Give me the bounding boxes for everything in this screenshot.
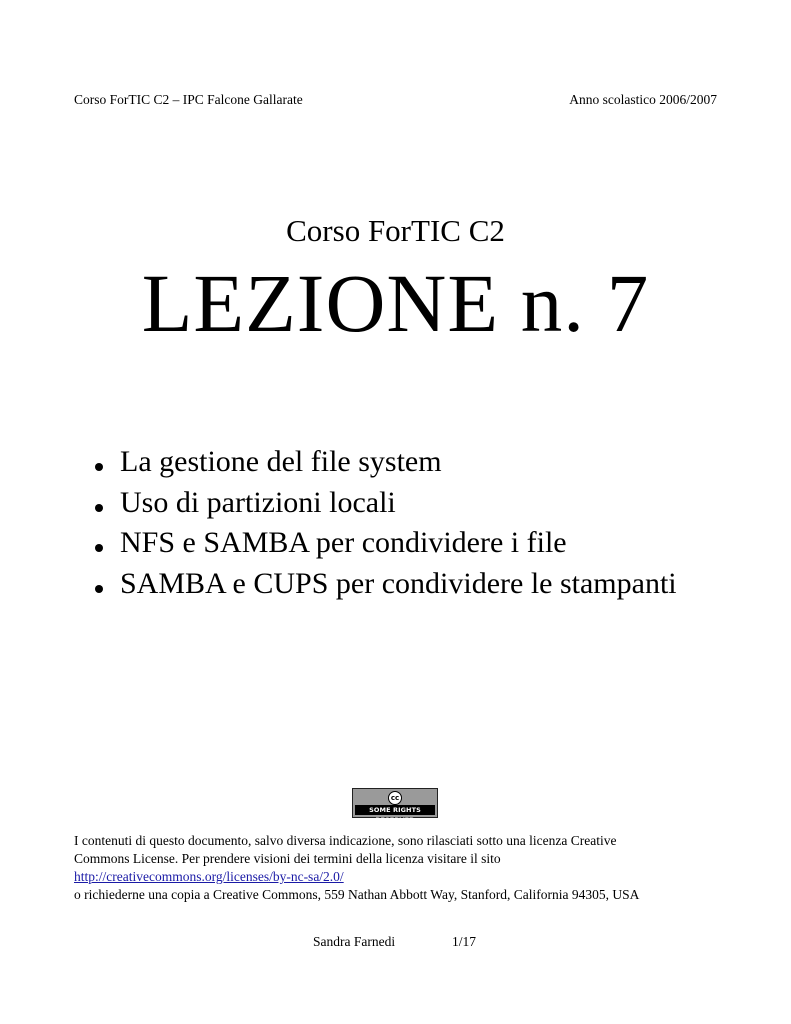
header-school-year: Anno scolastico 2006/2007 — [569, 92, 717, 107]
lesson-title: LEZIONE n. 7 — [141, 257, 650, 349]
bullet-icon — [95, 504, 103, 512]
list-item — [95, 564, 695, 605]
list-item — [95, 442, 695, 483]
cc-badge-text: SOME RIGHTS RESERVED — [355, 805, 435, 815]
license-line-2: Commons License. Per prendere visioni dei termini della licenza visitare il sito — [74, 851, 501, 866]
license-line-1: I contenuti di questo documento, salvo diversa indicazione, sono rilasciati sotto una licenza Creative — [74, 833, 617, 848]
header-course: Corso ForTIC C2 – IPC Falcone Gallarate — [74, 92, 303, 107]
topic-list — [95, 442, 695, 604]
course-subtitle: Corso ForTIC C2 — [286, 213, 505, 248]
page-number: 1/17 — [452, 934, 477, 949]
bullet-icon — [95, 463, 103, 471]
list-item — [95, 523, 695, 564]
topic-text: La gestione del file system — [120, 445, 442, 478]
footer-author: Sandra Farnedi — [313, 934, 396, 949]
license-line-3: o richiederne una copia a Creative Commons, 559 Nathan Abbott Way, Stanford, California 94305, USA — [74, 887, 640, 902]
cc-symbol: cc — [388, 791, 402, 805]
bullet-icon — [95, 585, 103, 593]
bullet-icon — [95, 544, 103, 552]
license-notice — [74, 832, 724, 904]
list-item — [95, 483, 695, 524]
topic-text: NFS e SAMBA per condividere i file — [120, 526, 567, 559]
creative-commons-badge-icon[interactable] — [352, 788, 438, 824]
license-link[interactable]: http://creativecommons.org/licenses/by-nc-sa/2.0/ — [74, 869, 344, 884]
topic-text: SAMBA e CUPS per condividere le stampanti — [120, 566, 677, 600]
topic-text: Uso di partizioni locali — [120, 485, 396, 519]
